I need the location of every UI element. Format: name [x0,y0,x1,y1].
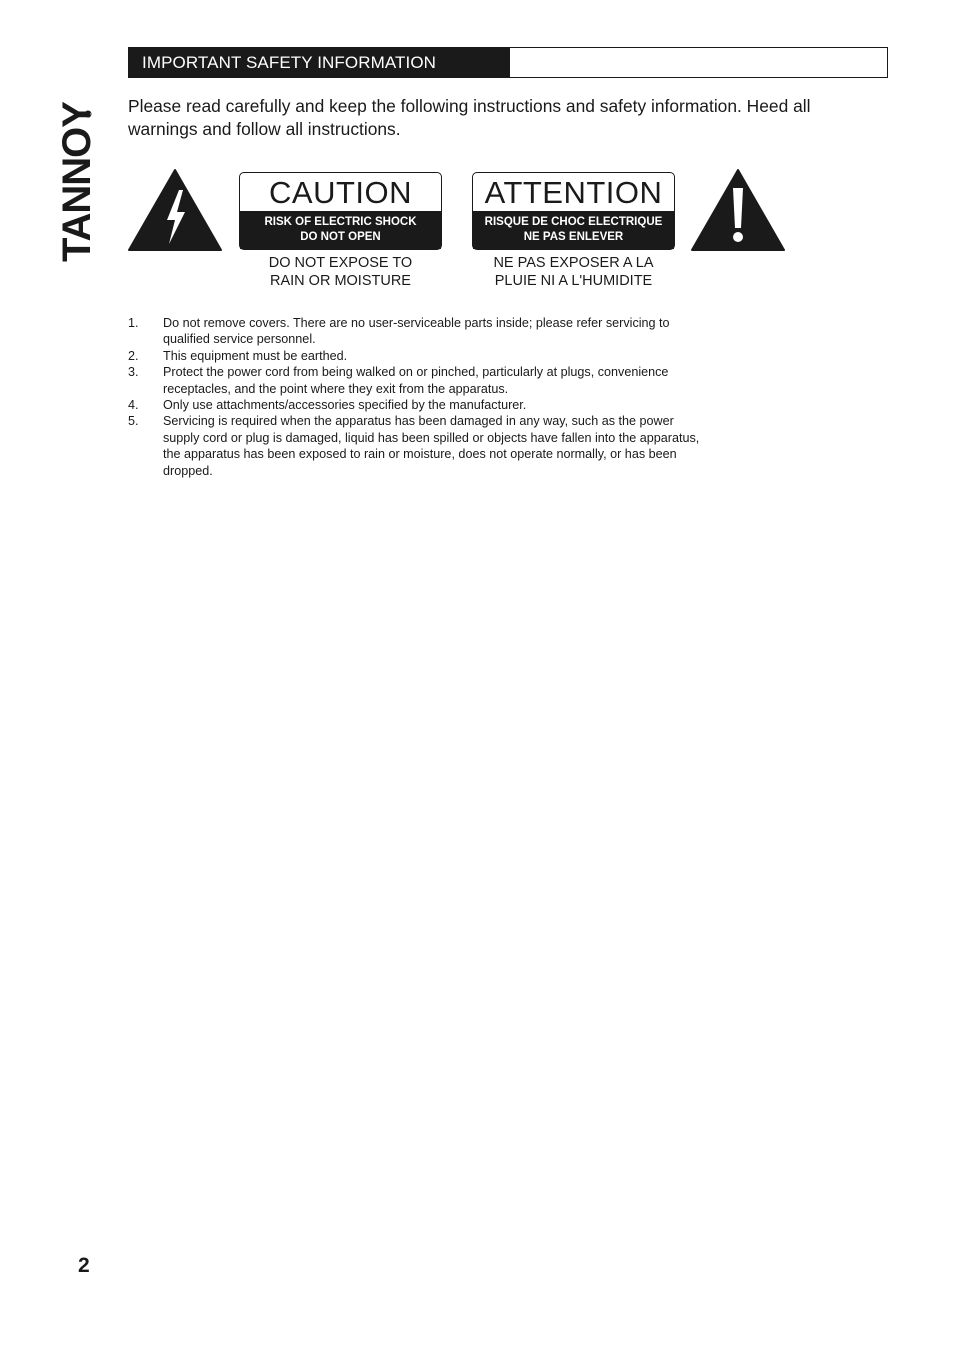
intro-paragraph: Please read carefully and keep the following instructions and safety information. Heed all warnings and follow all instructions. [128,96,811,139]
attention-caption-line-2: PLUIE NI A L'HUMIDITE [494,273,653,289]
list-item-text: Protect the power cord from being walked on or pinched, particularly at plugs, convenience receptacles, and the point where they exit from the apparatus. [163,365,669,396]
safety-instructions-list [128,315,708,479]
svg-text:TANNOY: TANNOY [55,102,99,262]
caution-caption [239,254,442,290]
caution-warning-band [240,211,441,249]
attention-line-1: RISQUE DE CHOC ELECTRIQUE [484,216,663,228]
exclamation-warning-icon [690,168,786,252]
list-item [128,397,708,413]
list-item-text: Servicing is required when the apparatus has been damaged in any way, such as the power supply cord or plug is damaged, liquid has been spilled or objects have fallen into the apparatus, the apparatus has been exposed to rain or moisture, does not operate normally, or has been dropped. [163,414,700,478]
attention-warning-band [473,211,674,249]
section-title: IMPORTANT SAFETY INFORMATION [129,48,510,77]
caution-line-1: RISK OF ELECTRIC SHOCK [264,216,417,228]
caution-line-2: DO NOT OPEN [300,231,381,243]
electric-shock-warning-icon [127,168,223,252]
section-header-bar [128,47,888,78]
attention-heading: ATTENTION [484,174,663,210]
tannoy-logo [55,102,99,264]
list-item-number: 3. [128,365,139,380]
caution-label [239,172,442,250]
caution-heading: CAUTION [269,174,412,210]
list-item-text: Do not remove covers. There are no user-serviceable parts inside; please refer servicing to qualified service personnel. [163,316,670,347]
list-item-number: 5. [128,414,139,429]
list-item-number: 1. [128,316,139,330]
list-item-text: This equipment must be earthed. [163,348,348,363]
attention-label [472,172,675,250]
list-item [128,364,708,397]
page-number: 2 [78,1254,90,1277]
list-item-text: Only use attachments/accessories specified by the manufacturer. [163,398,527,413]
attention-caption-line-1: NE PAS EXPOSER A LA [493,255,654,271]
list-item [128,413,708,479]
list-item-number: 2. [128,348,139,363]
caution-caption-line-1: DO NOT EXPOSE TO [268,255,413,271]
list-item-number: 4. [128,398,139,413]
list-item [128,348,708,364]
list-item [128,315,708,348]
attention-line-2: NE PAS ENLEVER [523,231,624,243]
attention-caption [472,254,675,290]
caution-caption-line-2: RAIN OR MOISTURE [270,273,411,289]
